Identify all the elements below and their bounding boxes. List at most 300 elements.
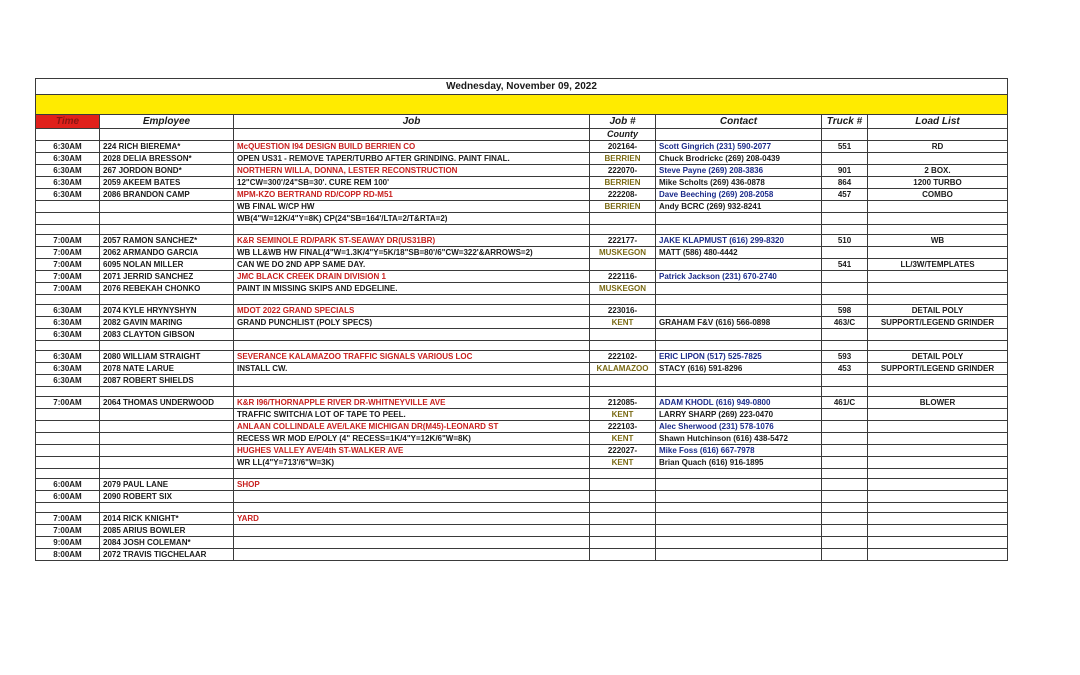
- cell-employee: [100, 445, 234, 457]
- cell-job: GRAND PUNCHLIST (POLY SPECS): [234, 317, 590, 329]
- cell-employee: 2087 ROBERT SHIELDS: [100, 375, 234, 387]
- cell-contact: [656, 213, 822, 225]
- header-truck: Truck #: [822, 115, 868, 129]
- cell-job-number: BERRIEN: [590, 177, 656, 189]
- cell-load-list: [868, 537, 1008, 549]
- header-contact: Contact: [656, 115, 822, 129]
- cell-employee: 267 JORDON BOND*: [100, 165, 234, 177]
- cell-time: [36, 341, 100, 351]
- subheader-empty: [656, 129, 822, 141]
- subheader-empty: [100, 129, 234, 141]
- cell-time: 7:00AM: [36, 397, 100, 409]
- cell-time: [36, 433, 100, 445]
- table-row: [36, 177, 1008, 189]
- cell-truck: [822, 433, 868, 445]
- cell-truck: [822, 525, 868, 537]
- cell-time: [36, 421, 100, 433]
- cell-time: [36, 387, 100, 397]
- cell-time: 6:30AM: [36, 153, 100, 165]
- cell-employee: 2014 RICK KNIGHT*: [100, 513, 234, 525]
- cell-load-list: [868, 469, 1008, 479]
- cell-contact: [656, 525, 822, 537]
- cell-truck: [822, 213, 868, 225]
- cell-truck: [822, 201, 868, 213]
- spacer-row: [36, 341, 1008, 351]
- cell-job-number: KENT: [590, 317, 656, 329]
- cell-time: 6:30AM: [36, 165, 100, 177]
- cell-truck: 901: [822, 165, 868, 177]
- cell-job-number: KENT: [590, 457, 656, 469]
- header-time: Time: [36, 115, 100, 129]
- cell-job-number: 222102-: [590, 351, 656, 363]
- cell-time: [36, 225, 100, 235]
- cell-job: HUGHES VALLEY AVE/4th ST-WALKER AVE: [234, 445, 590, 457]
- table-row: [36, 247, 1008, 259]
- subheader-empty: [868, 129, 1008, 141]
- cell-job: 12"CW=300'/24"SB=30'. CURE REM 100': [234, 177, 590, 189]
- cell-job: SHOP: [234, 479, 590, 491]
- subheader-empty: [36, 129, 100, 141]
- cell-truck: [822, 225, 868, 235]
- cell-employee: 2064 THOMAS UNDERWOOD: [100, 397, 234, 409]
- cell-truck: [822, 283, 868, 295]
- cell-job-number: 222070-: [590, 165, 656, 177]
- cell-job: [234, 341, 590, 351]
- cell-contact: Scott Gingrich (231) 590-2077: [656, 141, 822, 153]
- cell-job-number: [590, 225, 656, 235]
- cell-job: MDOT 2022 GRAND SPECIALS: [234, 305, 590, 317]
- table-row: [36, 305, 1008, 317]
- table-row: [36, 549, 1008, 561]
- cell-contact: Dave Beeching (269) 208-2058: [656, 189, 822, 201]
- cell-time: 9:00AM: [36, 537, 100, 549]
- cell-load-list: [868, 375, 1008, 387]
- cell-contact: Alec Sherwood (231) 578-1076: [656, 421, 822, 433]
- cell-truck: 510: [822, 235, 868, 247]
- table-row: [36, 271, 1008, 283]
- cell-load-list: BLOWER: [868, 397, 1008, 409]
- cell-truck: [822, 271, 868, 283]
- cell-truck: [822, 153, 868, 165]
- table-row: [36, 491, 1008, 503]
- cell-employee: 2072 TRAVIS TIGCHELAAR: [100, 549, 234, 561]
- table-row: [36, 317, 1008, 329]
- cell-job-number: BERRIEN: [590, 201, 656, 213]
- cell-load-list: [868, 491, 1008, 503]
- cell-truck: [822, 247, 868, 259]
- cell-time: 6:00AM: [36, 479, 100, 491]
- cell-contact: [656, 295, 822, 305]
- cell-time: [36, 295, 100, 305]
- cell-truck: [822, 375, 868, 387]
- cell-load-list: [868, 549, 1008, 561]
- cell-job: YARD: [234, 513, 590, 525]
- cell-job-number: [590, 295, 656, 305]
- cell-employee: [100, 409, 234, 421]
- cell-employee: 2078 NATE LARUE: [100, 363, 234, 375]
- cell-truck: 864: [822, 177, 868, 189]
- cell-employee: [100, 503, 234, 513]
- cell-job-number: KENT: [590, 433, 656, 445]
- cell-truck: [822, 549, 868, 561]
- cell-job-number: 222027-: [590, 445, 656, 457]
- cell-job: K&R SEMINOLE RD/PARK ST-SEAWAY DR(US31BR): [234, 235, 590, 247]
- cell-job-number: 222208-: [590, 189, 656, 201]
- cell-load-list: SUPPORT/LEGEND GRINDER: [868, 363, 1008, 375]
- cell-truck: [822, 513, 868, 525]
- table-row: [36, 283, 1008, 295]
- cell-load-list: [868, 283, 1008, 295]
- cell-employee: 6095 NOLAN MILLER: [100, 259, 234, 271]
- cell-contact: [656, 491, 822, 503]
- cell-contact: [656, 375, 822, 387]
- cell-job: CAN WE DO 2ND APP SAME DAY.: [234, 259, 590, 271]
- cell-load-list: LL/3W/TEMPLATES: [868, 259, 1008, 271]
- cell-load-list: [868, 387, 1008, 397]
- table-row: [36, 189, 1008, 201]
- table-row: [36, 513, 1008, 525]
- cell-load-list: 1200 TURBO: [868, 177, 1008, 189]
- header-county: County: [590, 129, 656, 141]
- cell-truck: 598: [822, 305, 868, 317]
- cell-employee: 2080 WILLIAM STRAIGHT: [100, 351, 234, 363]
- cell-load-list: COMBO: [868, 189, 1008, 201]
- cell-load-list: [868, 421, 1008, 433]
- cell-job-number: [590, 491, 656, 503]
- table-row: [36, 397, 1008, 409]
- cell-contact: ADAM KHODL (616) 949-0800: [656, 397, 822, 409]
- cell-job-number: KENT: [590, 409, 656, 421]
- cell-employee: 2082 GAVIN MARING: [100, 317, 234, 329]
- cell-job: INSTALL CW.: [234, 363, 590, 375]
- cell-employee: 2084 JOSH COLEMAN*: [100, 537, 234, 549]
- cell-time: 7:00AM: [36, 259, 100, 271]
- cell-truck: [822, 457, 868, 469]
- cell-load-list: [868, 525, 1008, 537]
- cell-contact: Mike Foss (616) 667-7978: [656, 445, 822, 457]
- cell-time: [36, 469, 100, 479]
- cell-contact: Steve Payne (269) 208-3836: [656, 165, 822, 177]
- cell-time: 6:30AM: [36, 305, 100, 317]
- cell-time: 6:30AM: [36, 363, 100, 375]
- cell-job-number: [590, 503, 656, 513]
- cell-contact: [656, 283, 822, 295]
- cell-time: [36, 445, 100, 457]
- cell-job-number: [590, 387, 656, 397]
- cell-employee: [100, 421, 234, 433]
- cell-load-list: [868, 409, 1008, 421]
- cell-contact: Patrick Jackson (231) 670-2740: [656, 271, 822, 283]
- cell-job-number: MUSKEGON: [590, 247, 656, 259]
- cell-contact: [656, 259, 822, 271]
- cell-contact: Brian Quach (616) 916-1895: [656, 457, 822, 469]
- table-row: [36, 433, 1008, 445]
- cell-job: [234, 387, 590, 397]
- cell-job: JMC BLACK CREEK DRAIN DIVISION 1: [234, 271, 590, 283]
- yellow-banner: [36, 95, 1008, 115]
- cell-contact: [656, 479, 822, 491]
- cell-employee: 2085 ARIUS BOWLER: [100, 525, 234, 537]
- table-row: [36, 153, 1008, 165]
- cell-employee: [100, 341, 234, 351]
- cell-truck: 463/C: [822, 317, 868, 329]
- table-row: [36, 329, 1008, 341]
- table-row: [36, 363, 1008, 375]
- cell-truck: [822, 329, 868, 341]
- table-row: [36, 457, 1008, 469]
- cell-job-number: 212085-: [590, 397, 656, 409]
- cell-employee: [100, 225, 234, 235]
- cell-job: [234, 469, 590, 479]
- spacer-row: [36, 295, 1008, 305]
- cell-job: [234, 225, 590, 235]
- cell-load-list: [868, 445, 1008, 457]
- cell-time: 6:00AM: [36, 491, 100, 503]
- cell-job-number: [590, 537, 656, 549]
- cell-job: WR LL(4"Y=713'/6"W=3K): [234, 457, 590, 469]
- cell-time: 6:30AM: [36, 375, 100, 387]
- cell-employee: [100, 201, 234, 213]
- cell-load-list: [868, 247, 1008, 259]
- subheader-empty: [822, 129, 868, 141]
- cell-job-number: [590, 479, 656, 491]
- cell-time: 7:00AM: [36, 247, 100, 259]
- cell-contact: [656, 329, 822, 341]
- table-row: [36, 201, 1008, 213]
- cell-contact: GRAHAM F&V (616) 566-0898: [656, 317, 822, 329]
- cell-job: [234, 525, 590, 537]
- table-row: [36, 421, 1008, 433]
- cell-load-list: DETAIL POLY: [868, 351, 1008, 363]
- cell-employee: [100, 387, 234, 397]
- cell-load-list: [868, 271, 1008, 283]
- cell-load-list: [868, 457, 1008, 469]
- cell-time: 6:30AM: [36, 177, 100, 189]
- cell-truck: [822, 409, 868, 421]
- schedule-table: [35, 78, 1008, 561]
- cell-job-number: 222103-: [590, 421, 656, 433]
- cell-job: K&R I96/THORNAPPLE RIVER DR-WHITNEYVILLE AVE: [234, 397, 590, 409]
- cell-job: MPM-KZO BERTRAND RD/COPP RD-M51: [234, 189, 590, 201]
- cell-contact: MATT (586) 480-4442: [656, 247, 822, 259]
- header-job-number: Job #: [590, 115, 656, 129]
- cell-time: 8:00AM: [36, 549, 100, 561]
- cell-job: [234, 537, 590, 549]
- cell-job: WB FINAL W/CP HW: [234, 201, 590, 213]
- cell-load-list: [868, 295, 1008, 305]
- table-row: [36, 351, 1008, 363]
- cell-employee: 2076 REBEKAH CHONKO: [100, 283, 234, 295]
- cell-truck: [822, 537, 868, 549]
- cell-load-list: 2 BOX.: [868, 165, 1008, 177]
- subheader-empty: [234, 129, 590, 141]
- cell-load-list: [868, 341, 1008, 351]
- cell-job: OPEN US31 - REMOVE TAPER/TURBO AFTER GRINDING. PAINT FINAL.: [234, 153, 590, 165]
- cell-contact: [656, 305, 822, 317]
- cell-contact: [656, 469, 822, 479]
- cell-time: 7:00AM: [36, 271, 100, 283]
- cell-job: [234, 329, 590, 341]
- cell-load-list: SUPPORT/LEGEND GRINDER: [868, 317, 1008, 329]
- cell-truck: [822, 469, 868, 479]
- cell-load-list: RD: [868, 141, 1008, 153]
- spacer-row: [36, 469, 1008, 479]
- cell-job-number: 222177-: [590, 235, 656, 247]
- cell-job-number: KALAMAZOO: [590, 363, 656, 375]
- cell-truck: [822, 387, 868, 397]
- spacer-row: [36, 387, 1008, 397]
- cell-job: [234, 549, 590, 561]
- cell-employee: 224 RICH BIEREMA*: [100, 141, 234, 153]
- table-row: [36, 213, 1008, 225]
- cell-truck: [822, 503, 868, 513]
- cell-time: 6:30AM: [36, 329, 100, 341]
- schedule-date-title: Wednesday, November 09, 2022: [36, 79, 1008, 95]
- cell-job-number: [590, 525, 656, 537]
- cell-employee: 2086 BRANDON CAMP: [100, 189, 234, 201]
- cell-job: PAINT IN MISSING SKIPS AND EDGELINE.: [234, 283, 590, 295]
- cell-employee: 2079 PAUL LANE: [100, 479, 234, 491]
- cell-time: 6:30AM: [36, 189, 100, 201]
- cell-job: [234, 375, 590, 387]
- cell-employee: [100, 295, 234, 305]
- cell-job: ANLAAN COLLINDALE AVE/LAKE MICHIGAN DR(M45)-LEONARD ST: [234, 421, 590, 433]
- cell-time: 6:30AM: [36, 141, 100, 153]
- cell-job: [234, 491, 590, 503]
- cell-employee: 2071 JERRID SANCHEZ: [100, 271, 234, 283]
- cell-truck: [822, 295, 868, 305]
- cell-truck: [822, 421, 868, 433]
- cell-employee: 2083 CLAYTON GIBSON: [100, 329, 234, 341]
- cell-contact: JAKE KLAPMUST (616) 299-8320: [656, 235, 822, 247]
- cell-contact: [656, 537, 822, 549]
- cell-job: NORTHERN WILLA, DONNA, LESTER RECONSTRUCTION: [234, 165, 590, 177]
- cell-job: TRAFFIC SWITCH/A LOT OF TAPE TO PEEL.: [234, 409, 590, 421]
- cell-job: SEVERANCE KALAMAZOO TRAFFIC SIGNALS VARIOUS LOC: [234, 351, 590, 363]
- cell-truck: 593: [822, 351, 868, 363]
- cell-employee: 2057 RAMON SANCHEZ*: [100, 235, 234, 247]
- cell-load-list: [868, 153, 1008, 165]
- table-row: [36, 479, 1008, 491]
- cell-job-number: [590, 259, 656, 271]
- cell-time: 7:00AM: [36, 235, 100, 247]
- cell-job-number: 223016-: [590, 305, 656, 317]
- cell-job: McQUESTION I94 DESIGN BUILD BERRIEN CO: [234, 141, 590, 153]
- cell-time: 6:30AM: [36, 317, 100, 329]
- table-row: [36, 375, 1008, 387]
- table-row: [36, 165, 1008, 177]
- cell-employee: [100, 457, 234, 469]
- cell-time: 7:00AM: [36, 513, 100, 525]
- cell-job: [234, 295, 590, 305]
- cell-load-list: [868, 225, 1008, 235]
- cell-time: [36, 503, 100, 513]
- header-job: Job: [234, 115, 590, 129]
- cell-employee: 2090 ROBERT SIX: [100, 491, 234, 503]
- cell-load-list: [868, 503, 1008, 513]
- cell-time: 7:00AM: [36, 525, 100, 537]
- cell-load-list: [868, 329, 1008, 341]
- table-row: [36, 409, 1008, 421]
- cell-load-list: [868, 479, 1008, 491]
- cell-contact: STACY (616) 591-8296: [656, 363, 822, 375]
- table-row: [36, 445, 1008, 457]
- spacer-row: [36, 225, 1008, 235]
- cell-job-number: [590, 375, 656, 387]
- cell-truck: [822, 491, 868, 503]
- table-row: [36, 525, 1008, 537]
- table-row: [36, 141, 1008, 153]
- cell-contact: LARRY SHARP (269) 223-0470: [656, 409, 822, 421]
- cell-job: WB(4"W=12K/4"Y=8K) CP(24"SB=164'/LTA=2/T&RTA=2): [234, 213, 590, 225]
- cell-job: RECESS WR MOD E/POLY (4" RECESS=1K/4"Y=12K/6"W=8K): [234, 433, 590, 445]
- cell-contact: Mike Scholts (269) 436-0878: [656, 177, 822, 189]
- cell-contact: [656, 225, 822, 235]
- cell-employee: [100, 433, 234, 445]
- table-row: [36, 259, 1008, 271]
- cell-time: [36, 201, 100, 213]
- cell-job: WB LL&WB HW FINAL(4"W=1.3K/4"Y=5K/18"SB=80'/6"CW=322'&ARROWS=2): [234, 247, 590, 259]
- cell-employee: [100, 213, 234, 225]
- cell-contact: [656, 513, 822, 525]
- cell-contact: ERIC LIPON (517) 525-7825: [656, 351, 822, 363]
- cell-truck: 453: [822, 363, 868, 375]
- cell-contact: Andy BCRC (269) 932-8241: [656, 201, 822, 213]
- cell-truck: [822, 341, 868, 351]
- cell-job: [234, 503, 590, 513]
- table-row: [36, 537, 1008, 549]
- cell-job-number: [590, 513, 656, 525]
- cell-job-number: [590, 329, 656, 341]
- cell-time: 6:30AM: [36, 351, 100, 363]
- cell-job-number: MUSKEGON: [590, 283, 656, 295]
- cell-truck: 541: [822, 259, 868, 271]
- cell-employee: 2059 AKEEM BATES: [100, 177, 234, 189]
- cell-employee: 2028 DELIA BRESSON*: [100, 153, 234, 165]
- cell-load-list: DETAIL POLY: [868, 305, 1008, 317]
- cell-load-list: WB: [868, 235, 1008, 247]
- cell-job-number: [590, 341, 656, 351]
- cell-time: [36, 213, 100, 225]
- cell-truck: 461/C: [822, 397, 868, 409]
- cell-employee: 2074 KYLE HRYNYSHYN: [100, 305, 234, 317]
- cell-load-list: [868, 201, 1008, 213]
- cell-employee: 2062 ARMANDO GARCIA: [100, 247, 234, 259]
- cell-time: [36, 409, 100, 421]
- cell-job-number: 222116-: [590, 271, 656, 283]
- cell-contact: [656, 549, 822, 561]
- cell-load-list: [868, 433, 1008, 445]
- header-employee: Employee: [100, 115, 234, 129]
- cell-time: 7:00AM: [36, 283, 100, 295]
- cell-truck: 551: [822, 141, 868, 153]
- cell-load-list: [868, 513, 1008, 525]
- cell-contact: Chuck Brodrickc (269) 208-0439: [656, 153, 822, 165]
- cell-truck: [822, 479, 868, 491]
- cell-truck: 457: [822, 189, 868, 201]
- cell-contact: Shawn Hutchinson (616) 438-5472: [656, 433, 822, 445]
- cell-job-number: [590, 213, 656, 225]
- cell-contact: [656, 387, 822, 397]
- cell-job-number: [590, 469, 656, 479]
- spacer-row: [36, 503, 1008, 513]
- header-load-list: Load List: [868, 115, 1008, 129]
- cell-employee: [100, 469, 234, 479]
- cell-contact: [656, 503, 822, 513]
- cell-contact: [656, 341, 822, 351]
- cell-job-number: BERRIEN: [590, 153, 656, 165]
- cell-job-number: [590, 549, 656, 561]
